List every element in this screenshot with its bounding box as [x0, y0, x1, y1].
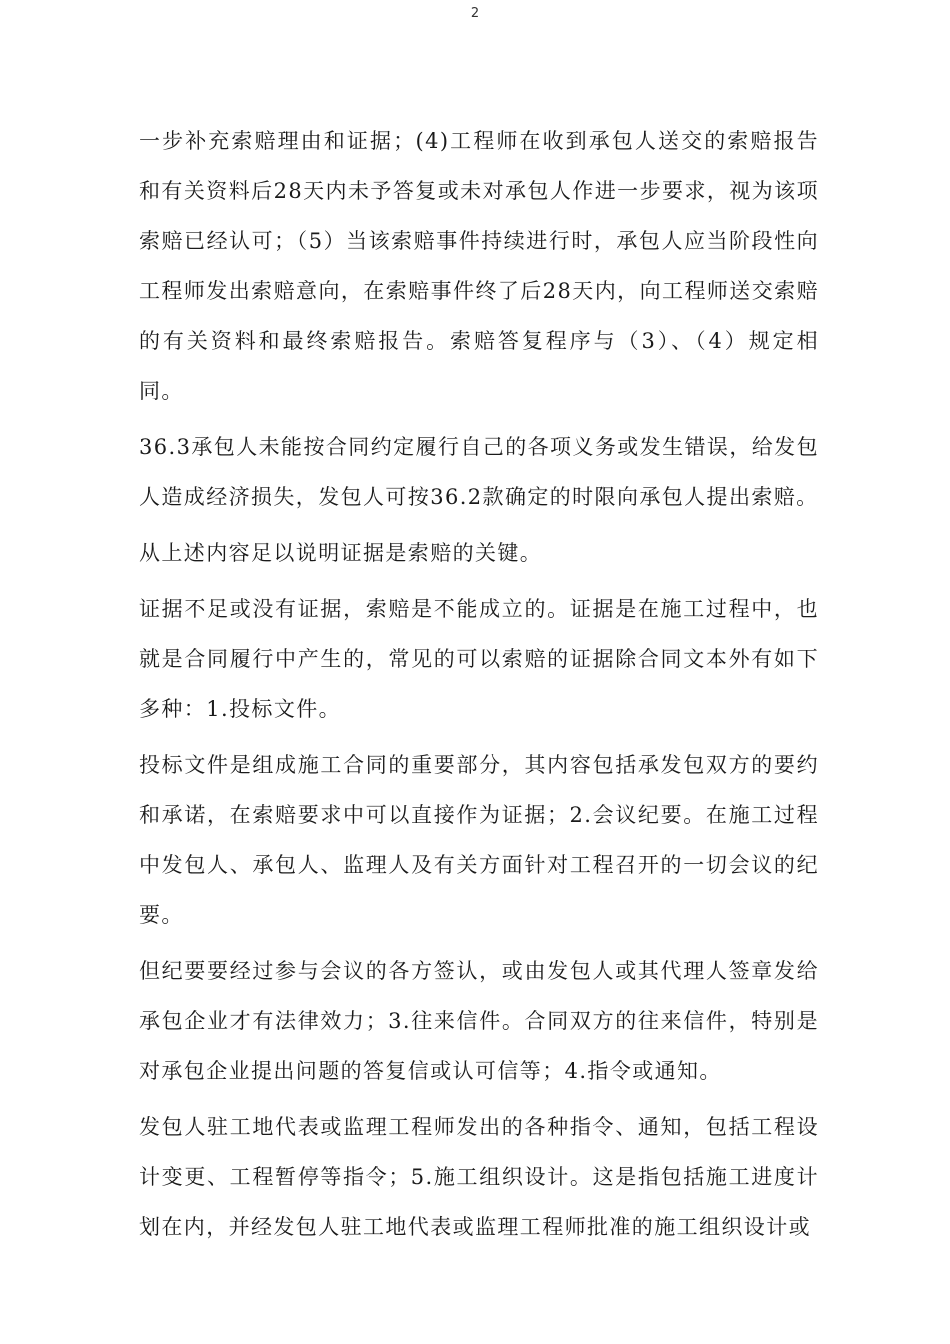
paragraph-clause-36-3: 36.3承包人未能按合同约定履行自己的各项义务或发生错误，给发包人造成经济损失，发包人可按36.2款确定的时限向承包人提出索赔。	[139, 435, 819, 509]
page-number: 2	[470, 6, 480, 21]
paragraph-bid-documents: 投标文件是组成施工合同的重要部分，其内容包括承发包双方的要约和承诺，在索赔要求中可以直接作为证据；2.会议纪要。在施工过程中发包人、承包人、监理人及有关方面针对工程召开的一切会议的纪要。	[139, 753, 819, 927]
paragraph-evidence-types: 证据不足或没有证据，索赔是不能成立的。证据是在施工过程中，也就是合同履行中产生的，常见的可以索赔的证据除合同文本外有如下多种：1.投标文件。	[139, 597, 819, 721]
paragraph-instructions: 发包人驻工地代表或监理工程师发出的各种指令、通知，包括工程设计变更、工程暂停等指令；5.施工组织设计。这是指包括施工进度计划在内，并经发包人驻工地代表或监理工程师批准的施工组织设计或	[139, 1115, 819, 1239]
paragraph-meeting-minutes: 但纪要要经过参与会议的各方签认，或由发包人或其代理人签章发给承包企业才有法律效力；3.往来信件。合同双方的往来信件，特别是对承包企业提出问题的答复信或认可信等；4.指令或通知。	[139, 959, 819, 1083]
paragraph-claim-procedure: 一步补充索赔理由和证据；(4)工程师在收到承包人送交的索赔报告和有关资料后28天内未予答复或未对承包人作进一步要求，视为该项索赔已经认可；（5）当该索赔事件持续进行时，承包人应当阶段性向工程师发出索赔意向，在索赔事件终了后28天内，向工程师送交索赔的有关资料和最终索赔报告。索赔答复程序与（3）、（4）规定相同。	[139, 129, 819, 403]
document-body	[139, 116, 819, 1258]
paragraph-evidence-key: 从上述内容足以说明证据是索赔的关键。	[139, 541, 543, 565]
